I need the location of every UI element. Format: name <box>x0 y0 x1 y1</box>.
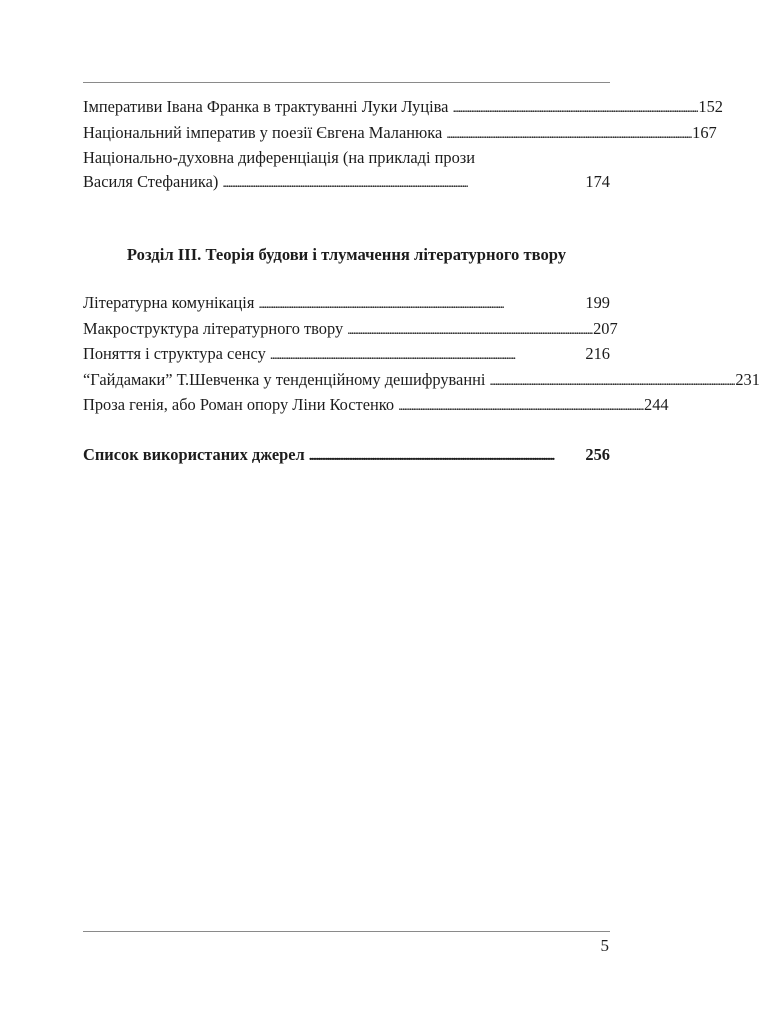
toc-leader-dots <box>398 393 642 419</box>
section-heading[interactable]: Розділ ІІІ. Теорія будови і тлумачення літературного твору <box>126 245 567 264</box>
toc-entry-title: Національний імператив у поезії Євгена Маланюка <box>83 122 443 142</box>
toc-entry[interactable] <box>83 170 610 196</box>
toc-leader-dots <box>347 317 591 343</box>
toc-entry[interactable] <box>83 368 760 394</box>
toc-entry-title-line[interactable]: Національно-духовна диференціація (на прикладі прози <box>83 148 476 167</box>
toc-leader-dots <box>489 368 733 394</box>
toc-entry-page: 174 <box>585 171 610 191</box>
table-of-contents <box>83 95 760 468</box>
toc-entry-page: 231 <box>735 369 760 389</box>
toc-entry-title: Проза генія, або Роман опору Ліни Костенко <box>83 395 395 414</box>
toc-leader-dots <box>222 170 583 196</box>
toc-entry[interactable] <box>83 317 618 343</box>
toc-entry-page: 167 <box>692 122 717 142</box>
toc-entry[interactable] <box>83 342 610 368</box>
toc-group-2 <box>83 291 760 419</box>
toc-entry-page: 207 <box>593 318 618 338</box>
toc-leader-dots <box>452 95 696 121</box>
toc-entry-title: Поняття і структура сенсу <box>83 344 266 363</box>
toc-entry-page: 256 <box>585 444 610 464</box>
top-rule <box>83 82 610 83</box>
toc-entry[interactable] <box>83 121 717 147</box>
page-number: 5 <box>600 936 609 955</box>
toc-entry-page: 216 <box>585 344 610 363</box>
toc-entry-title: Василя Стефаника) <box>83 171 219 191</box>
toc-entry[interactable] <box>83 95 723 121</box>
toc-leader-dots <box>258 291 583 317</box>
toc-entry-page: 244 <box>644 395 669 414</box>
toc-leader-dots <box>270 342 584 368</box>
toc-entry-title: Літературна комунікація <box>83 293 255 312</box>
toc-entry-title: Макроструктура літературного твору <box>83 318 344 338</box>
toc-entry-page: 152 <box>698 97 723 116</box>
toc-leader-dots <box>309 443 584 469</box>
bottom-rule <box>83 931 610 932</box>
toc-entry-title: “Гайдамаки” Т.Шевченка у тенденційному дешифруванні <box>83 369 486 389</box>
toc-entry-title: Імперативи Івана Франка в трактуванні Луки Луціва <box>83 97 449 116</box>
toc-group-1 <box>83 95 723 195</box>
toc-entry-title: Список використаних джерел <box>83 444 305 464</box>
toc-entry[interactable] <box>83 393 669 419</box>
toc-entry-page: 199 <box>585 293 610 312</box>
toc-entry[interactable] <box>83 291 610 317</box>
toc-entry-bibliography[interactable] <box>83 443 610 469</box>
toc-leader-dots <box>446 121 690 147</box>
